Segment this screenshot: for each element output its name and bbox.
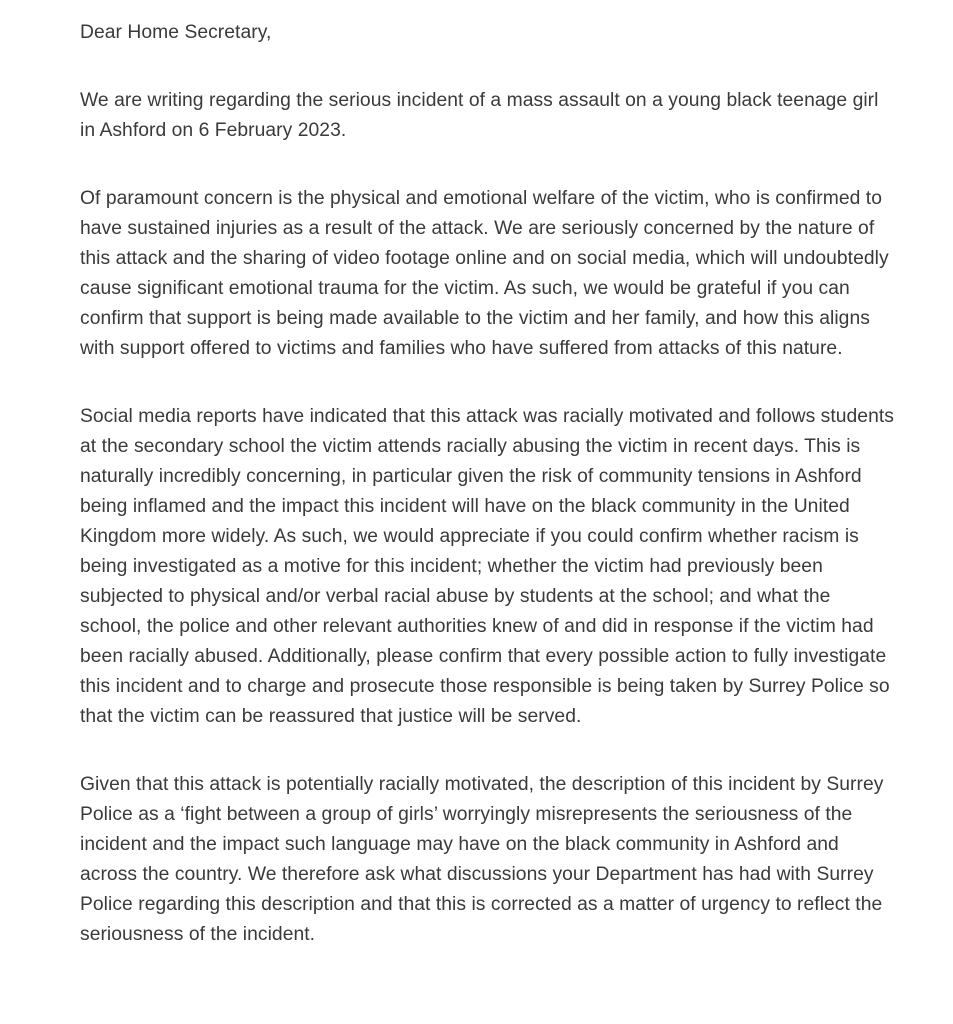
paragraph-victim-welfare: Of paramount concern is the physical and emotional welfare of the victim, who is confirmed to have sustained injuries as a result of the attack. We are seriously concerned by the nature of this attack and the sharing of video footage online and on social media, which will undoubtedly cause significant emotional trauma for the victim. As such, we would be grateful if you can confirm that support is being made available to the victim and her family, and how this aligns with support offered to victims and families who have suffered from attacks of this nature. xyxy=(80,188,889,359)
paragraph-racial-motivation: Social media reports have indicated that this attack was racially motivated and follows students at the secondary school the victim attends racially abusing the victim in recent days. This is naturally incredibly concerning, in particular given the risk of community tensions in Ashford being inflamed and the impact this incident will have on the black community in the United Kingdom more widely. As such, we would appreciate if you could confirm whether racism is being investigated as a motive for this incident; whether the victim had previously been subjected to physical and/or verbal racial abuse by students at the school; and what the school, the police and other relevant authorities knew of and did in response if the victim had been racially abused. Additionally, please confirm that every possible action to fully investigate this incident and to charge and prosecute those responsible is being taken by Surrey Police so that the victim can be reassured that justice will be served. xyxy=(80,406,894,727)
letter-body xyxy=(80,18,895,988)
salutation: Dear Home Secretary, xyxy=(80,22,272,43)
paragraph-police-description: Given that this attack is potentially racially motivated, the description of this incident by Surrey Police as a ‘fight between a group of girls’ worryingly misrepresents the seriousness of the incident and the impact such language may have on the black community in Ashford and across the country. We therefore ask what discussions your Department has had with Surrey Police regarding this description and that this is corrected as a matter of urgency to reflect the seriousness of the incident. xyxy=(80,774,884,945)
paragraph-intro: We are writing regarding the serious incident of a mass assault on a young black teenage girl in Ashford on 6 February 2023. xyxy=(80,90,879,141)
